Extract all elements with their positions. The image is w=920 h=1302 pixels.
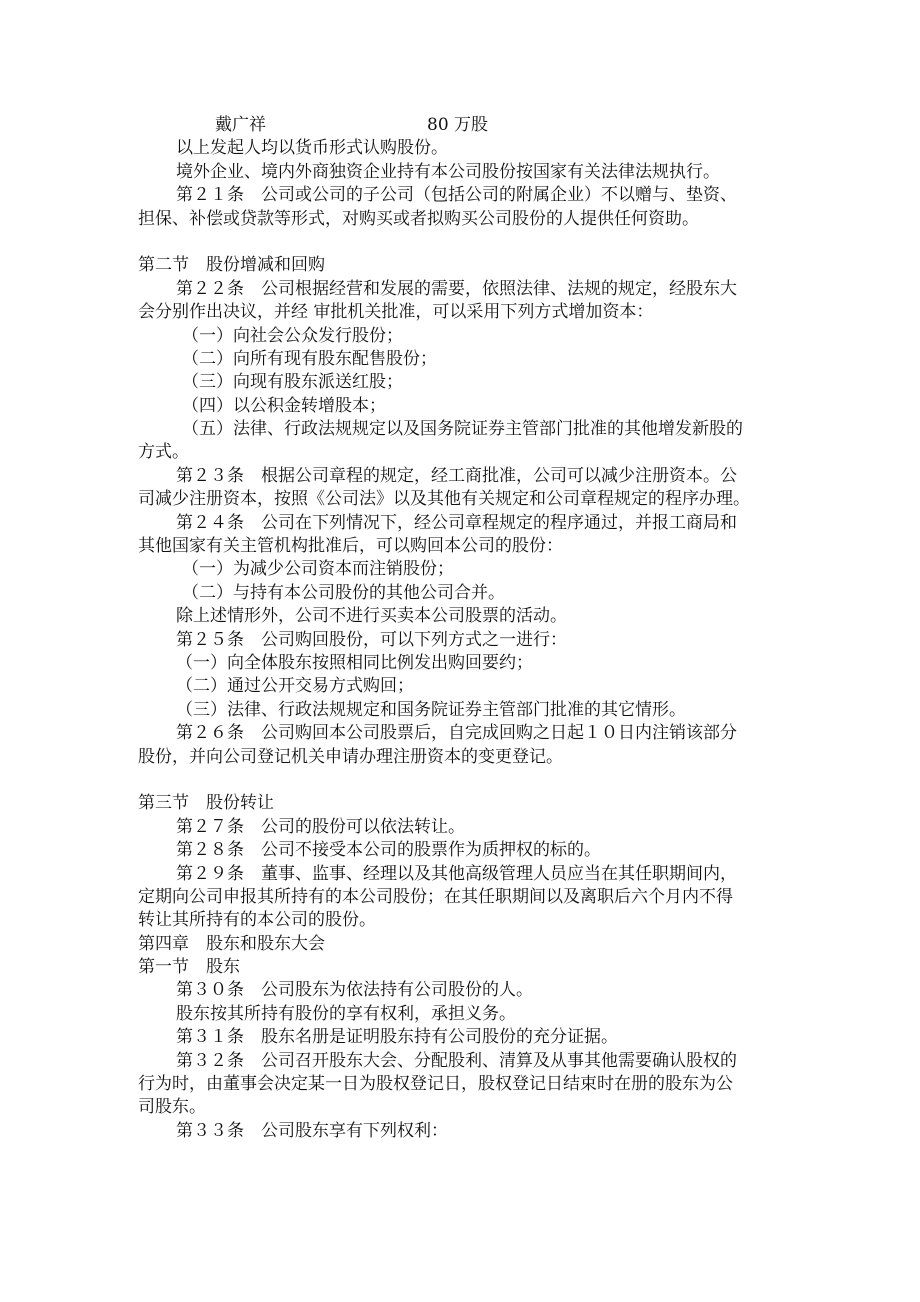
paragraph-line: 境外企业、境内外商独资企业持有本公司股份按国家有关法律法规执行。 [176,161,720,182]
paragraph-line: 行为时，由董事会决定某一日为股权登记日，股权登记日结束时在册的股东为公 [138,1074,733,1095]
shareholder-shares: 80 万股 [427,115,489,135]
section-heading: 第三节 股份转让 [138,793,274,814]
list-item: （一）向社会公众发行股份； [182,325,403,346]
article-29-heading-line: 第２９条 董事、监事、经理以及其他高级管理人员应当在其任职期间内， [176,863,737,884]
paragraph-line: 会分别作出决议，并经 审批机关批准，可以采用下列方式增加资本： [138,302,654,323]
paragraph-line: 转让其所持有的本公司的股份。 [138,910,376,931]
article-28-line: 第２８条 公司不接受本公司的股票作为质押权的标的。 [176,840,601,861]
paragraph-line: 其他国家有关主管机构批准后，可以购回本公司的股份： [138,536,563,557]
list-item: （五）法律、行政法规规定以及国务院证券主管部门批准的其他增发新股的 [182,419,743,440]
list-item: （三）法律、行政法规规定和国务院证券主管部门批准的其它情形。 [176,699,686,720]
chapter-heading: 第四章 股东和股东大会 [138,933,325,954]
article-26-heading-line: 第２６条 公司购回本公司股票后，自完成回购之日起１０日内注销该部分 [176,723,737,744]
document-body [138,114,790,1143]
list-item: （二）向所有现有股东配售股份； [182,348,437,369]
paragraph-line: 方式。 [138,442,189,463]
list-item: （二）通过公开交易方式购回； [176,676,414,697]
article-32-heading-line: 第３２条 公司召开股东大会、分配股利、清算及从事其他需要确认股权的 [176,1050,737,1071]
section-heading: 第一节 股东 [138,957,240,978]
spacer [138,231,790,254]
paragraph-line: 担保、补偿或贷款等形式，对购买或者拟购买公司股份的人提供任何资助。 [138,208,699,229]
paragraph-line: 股份，并向公司登记机关申请办理注册资本的变更登记。 [138,746,563,767]
shareholder-row [138,114,790,137]
article-33-line: 第３３条 公司股东享有下列权利： [176,1120,448,1141]
list-item: （二）与持有本公司股份的其他公司合并。 [182,582,505,603]
shareholder-name: 戴广祥 [215,115,266,135]
spacer [138,769,790,792]
list-item: （一）为减少公司资本而注销股份； [182,559,454,580]
paragraph-line: 除上述情形外，公司不进行买卖本公司股票的活动。 [176,606,567,627]
article-22-heading-line: 第２２条 公司根据经营和发展的需要，依照法律、法规的规定，经股东大 [176,278,737,299]
paragraph-line: 以上发起人均以货币形式认购股份。 [176,138,448,159]
section-heading: 第二节 股份增减和回购 [138,255,325,276]
article-23-heading-line: 第２３条 根据公司章程的规定，经工商批准，公司可以减少注册资本。公 [176,465,737,486]
article-25-heading-line: 第２５条 公司购回股份，可以下列方式之一进行： [176,629,567,650]
list-item: （四）以公积金转增股本； [182,395,386,416]
list-item: （三）向现有股东派送红股； [182,372,403,393]
list-item: （一）向全体股东按照相同比例发出购回要约； [176,652,533,673]
article-27-line: 第２７条 公司的股份可以依法转让。 [176,816,465,837]
paragraph-line: 司股东。 [138,1097,206,1118]
paragraph-line: 司减少注册资本，按照《公司法》以及其他有关规定和公司章程规定的程序办理。 [138,489,750,510]
paragraph-line: 股东按其所持有股份的享有权利，承担义务。 [176,1003,516,1024]
article-24-heading-line: 第２４条 公司在下列情况下，经公司章程规定的程序通过，并报工商局和 [176,512,737,533]
paragraph-line: 定期向公司申报其所持有的本公司股份；在其任职期间以及离职后六个月内不得 [138,886,733,907]
article-31-line: 第３１条 股东名册是证明股东持有公司股份的充分证据。 [176,1027,618,1048]
article-30-line: 第３０条 公司股东为依法持有公司股份的人。 [176,980,533,1001]
article-21-heading-line: 第２１条 公司或公司的子公司（包括公司的附属企业）不以赠与、垫资、 [176,185,737,206]
